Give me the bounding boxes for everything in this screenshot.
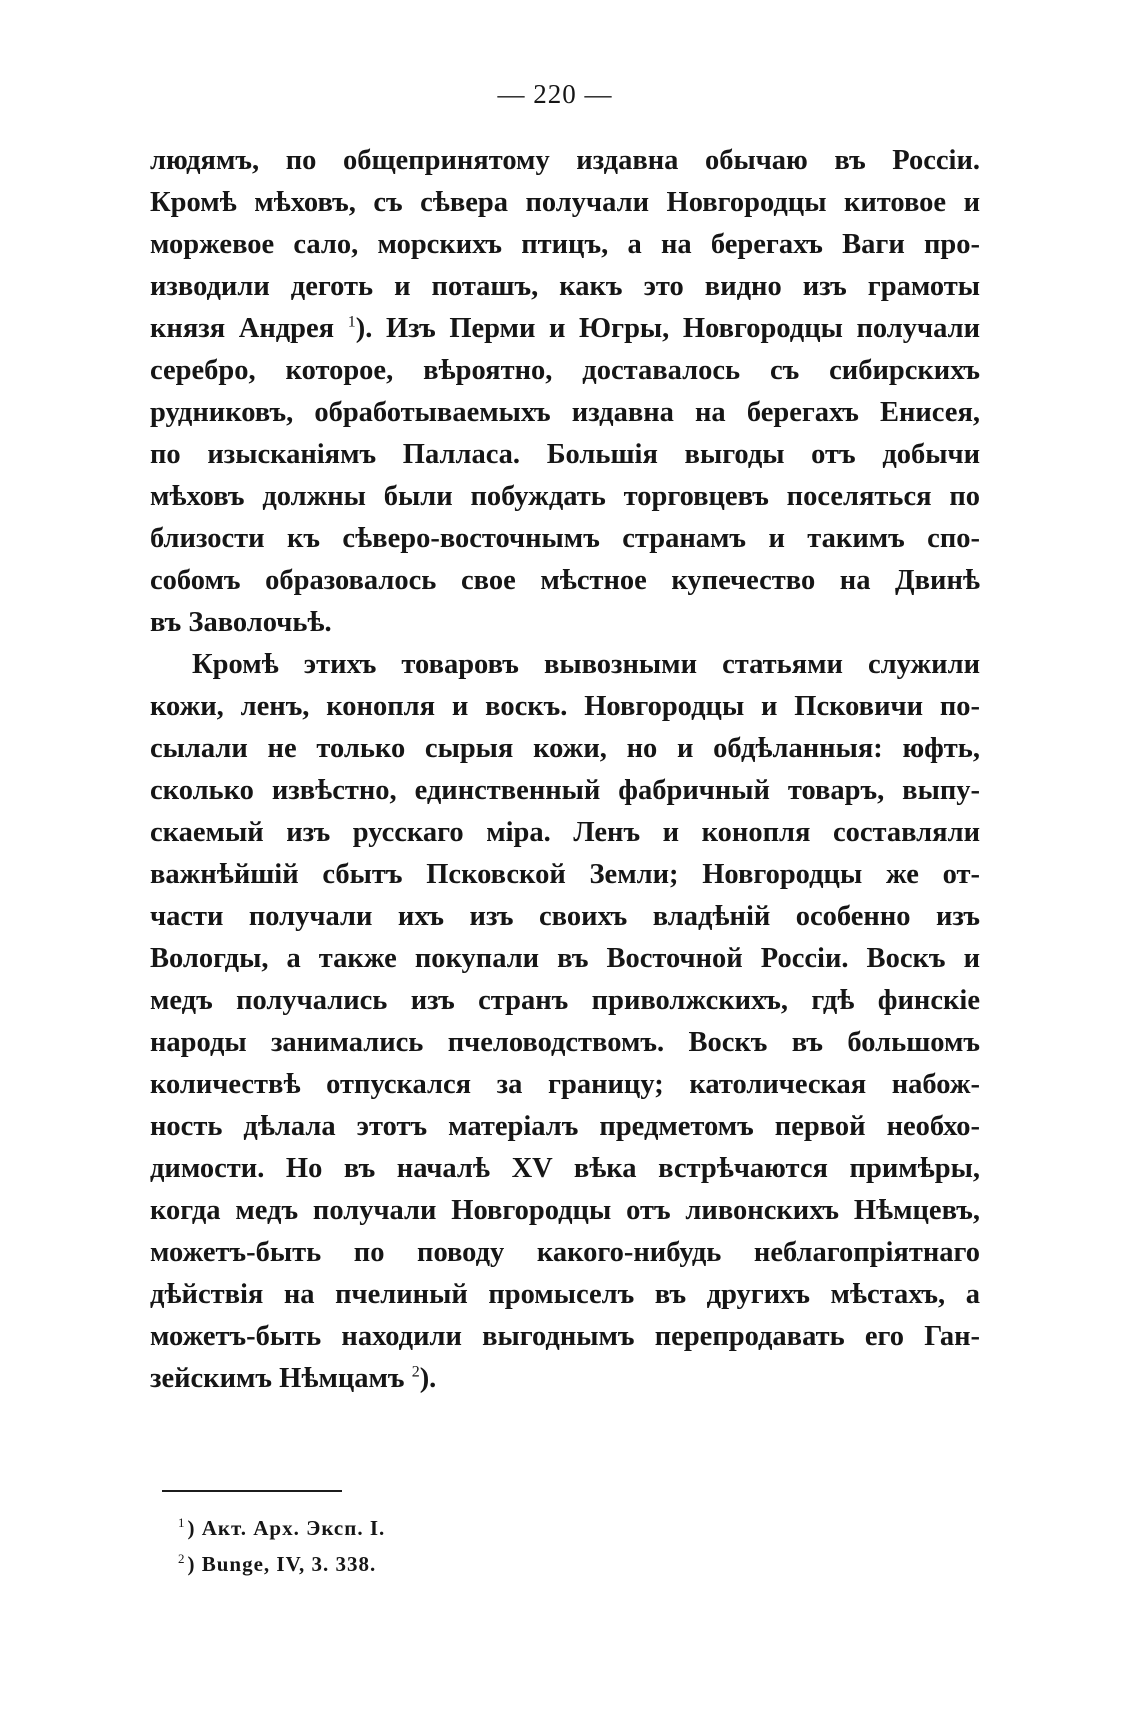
body-text [150, 140, 980, 1400]
footnote-mark: 1 [178, 1515, 186, 1530]
text-line: моржевое сало, морскихъ птицъ, а на берегахъ Ваги про- [150, 229, 980, 260]
line-start: зейскимъ Нѣмцамъ [150, 1363, 405, 1394]
text-line: въ Заволочьѣ. [150, 607, 332, 638]
footnote-text: ) Bunge, IV, 3. 338. [187, 1552, 377, 1576]
footnote-2 [178, 1546, 778, 1582]
text-line: близости къ сѣверо-восточнымъ странамъ и такимъ спо- [150, 523, 980, 554]
text-line: можетъ-быть по поводу какого-нибудь неблагопріятнаго [150, 1237, 980, 1268]
text-line: изводили деготь и поташъ, какъ это видно изъ грамоты [150, 271, 980, 302]
text-line: рудниковъ, обработываемыхъ издавна на берегахъ Енисея, [150, 397, 980, 428]
footnote-mark: 2 [178, 1551, 186, 1566]
text-line: сылали не только сырыя кожи, но и обдѣланныя: юфть, [150, 733, 980, 764]
line-start: князя Андрея [150, 313, 335, 344]
text-line: мѣховъ должны были побуждать торговцевъ поселяться по [150, 481, 980, 512]
text-line: важнѣйшій сбытъ Псковской Земли; Новгородцы же от- [150, 859, 980, 890]
text-line: сколько извѣстно, единственный фабричный товаръ, выпу- [150, 775, 980, 806]
text-line: когда медъ получали Новгородцы отъ ливонскихъ Нѣмцевъ, [150, 1195, 980, 1226]
text-line: Кромѣ этихъ товаровъ вывозными статьями служили [192, 649, 980, 680]
text-line: серебро, которое, вѣроятно, доставалось съ сибирскихъ [150, 355, 980, 386]
line-end: ). [419, 1363, 437, 1394]
text-line: димости. Но въ началѣ XV вѣка встрѣчаются примѣры, [150, 1153, 980, 1184]
text-line: Вологды, а также покупали въ Восточной Россіи. Воскъ и [150, 943, 980, 974]
text-line-with-footnote [150, 1358, 980, 1400]
footnote-1 [178, 1510, 778, 1546]
footnotes [178, 1510, 778, 1582]
text-line: народы занимались пчеловодствомъ. Воскъ въ большомъ [150, 1027, 980, 1058]
line-end: ). Изъ Перми и Югры, Новгородцы получали [355, 313, 980, 344]
text-line-with-footnote [150, 308, 980, 350]
footnote-text: ) Акт. Арх. Эксп. I. [187, 1516, 386, 1540]
text-line: собомъ образовалось свое мѣстное купечество на Двинѣ [150, 565, 980, 596]
footnote-ref-2: 2 [411, 1363, 420, 1381]
text-line: людямъ, по общепринятому издавна обычаю въ Россіи. [150, 145, 980, 176]
text-line: ность дѣлала этотъ матеріалъ предметомъ первой необхо- [150, 1111, 980, 1142]
text-line: количествѣ отпускался за границу; католическая набож- [150, 1069, 980, 1100]
text-line: медъ получались изъ странъ приволжскихъ, гдѣ финскіе [150, 985, 980, 1016]
footnote-ref-1: 1 [347, 313, 356, 331]
text-line: части получали ихъ изъ своихъ владѣній особенно изъ [150, 901, 980, 932]
text-line: по изысканіямъ Палласа. Большія выгоды отъ добычи [150, 439, 980, 470]
text-line: Кромѣ мѣховъ, съ сѣвера получали Новгородцы китовое и [150, 187, 980, 218]
text-line: можетъ-быть находили выгоднымъ перепродавать его Ган- [150, 1321, 980, 1352]
text-line: дѣйствія на пчелиный промыселъ въ другихъ мѣстахъ, а [150, 1279, 980, 1310]
text-line: скаемый изъ русскаго міра. Ленъ и конопля составляли [150, 817, 980, 848]
page-number: — 220 — [497, 79, 613, 109]
footnote-separator [162, 1490, 342, 1492]
text-line: кожи, ленъ, конопля и воскъ. Новгородцы и Псковичи по- [150, 691, 980, 722]
